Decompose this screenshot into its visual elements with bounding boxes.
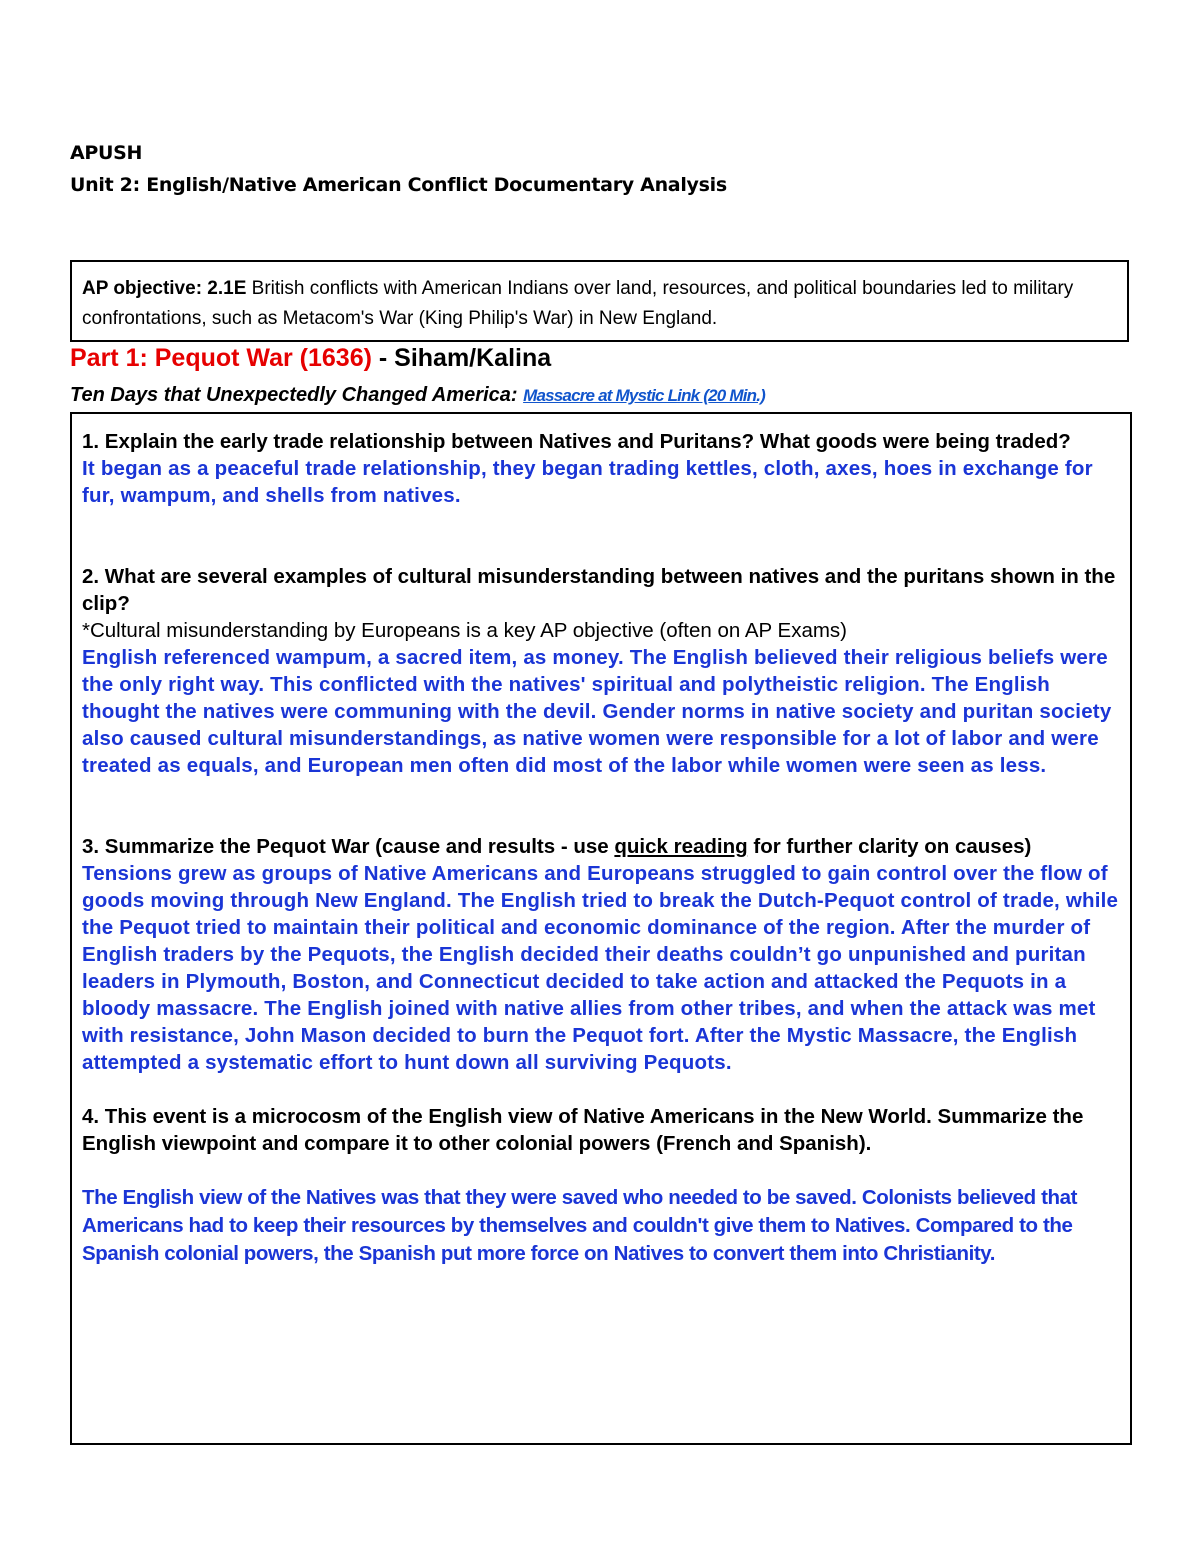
part-title-red: Part 1: Pequot War (1636) [70, 344, 372, 372]
part-title-names: - Siham/Kalina [371, 344, 552, 372]
documentary-link[interactable]: Massacre at Mystic Link (20 Min.) [523, 386, 766, 405]
answer-1[interactable]: It began as a peaceful trade relationship, they began trading kettles, cloth, axes, hoes in exchange for fur, wampum, and shells from natives. [82, 457, 1093, 507]
unit-title: Unit 2: English/Native American Conflict Documentary Analysis [70, 174, 727, 196]
question-4: 4. This event is a microcosm of the English view of Native Americans in the New World. Summarize the English viewpoint and compare it to other colonial powers (French and Spanish). [82, 1105, 1084, 1155]
objective-text: British conflicts with American Indians over land, resources, and political boundaries led to military confrontations, such as Metacom's War (King Philip's War) in New England. [82, 278, 1074, 329]
question-3-post: for further clarity on causes) [747, 835, 1032, 858]
question-2-note: *Cultural misunderstanding by Europeans is a key AP objective (often on AP Exams) [82, 619, 847, 642]
answer-4[interactable]: The English view of the Natives was that they were saved who needed to be saved. Colonists believed that Americans had to keep their resources by themselves and couldn't give them to Natives. Compared to the Spanish colonial powers, the Spanish put more force on Natives to convert them into Christianity. [82, 1186, 1078, 1265]
documentary-subtitle [70, 384, 765, 407]
question-3-pre: 3. Summarize the Pequot War (cause and results - use [82, 835, 615, 858]
answer-3[interactable]: Tensions grew as groups of Native Americans and Europeans struggled to gain control over the flow of goods moving through New England. The English tried to break the Dutch-Pequot control of trade, while the Pequot tried to maintain their political and economic dominance of the region. After the murder of English traders by the Pequots, the English decided their deaths couldn’t go unpunished and puritan leaders in Plymouth, Boston, and Connecticut decided to take action and attacked the Pequots in a bloody massacre. The English joined with native allies from other tribes, and when the attack was met with resistance, John Mason decided to burn the Pequot fort. After the Mystic Massacre, the English attempted a systematic effort to hunt down all surviving Pequots. [82, 862, 1119, 1074]
questions-box [70, 412, 1132, 1445]
quick-reading-link[interactable]: quick reading [614, 835, 748, 858]
subtitle-text: Ten Days that Unexpectedly Changed America: [70, 384, 524, 406]
answer-2[interactable]: English referenced wampum, a sacred item, as money. The English believed their religious beliefs were the only right way. This conflicted with the natives' spiritual and polytheistic religion. The English thought the natives were communing with the devil. Gender norms in native society and puritan society also caused cultural misunderstandings, as native women were responsible for a lot of labor and were treated as equals, and European men often did most of the labor while women were seen as less. [82, 646, 1112, 777]
question-1: 1. Explain the early trade relationship between Natives and Puritans? What goods were being traded? [82, 430, 1071, 453]
part-title [70, 344, 551, 373]
question-2: 2. What are several examples of cultural misunderstanding between natives and the puritans shown in the clip? [82, 565, 1116, 615]
objective-label: AP objective: 2.1E [82, 278, 247, 299]
course-title: APUSH [70, 142, 143, 164]
objective-box [70, 260, 1129, 342]
question-3 [82, 833, 1120, 860]
